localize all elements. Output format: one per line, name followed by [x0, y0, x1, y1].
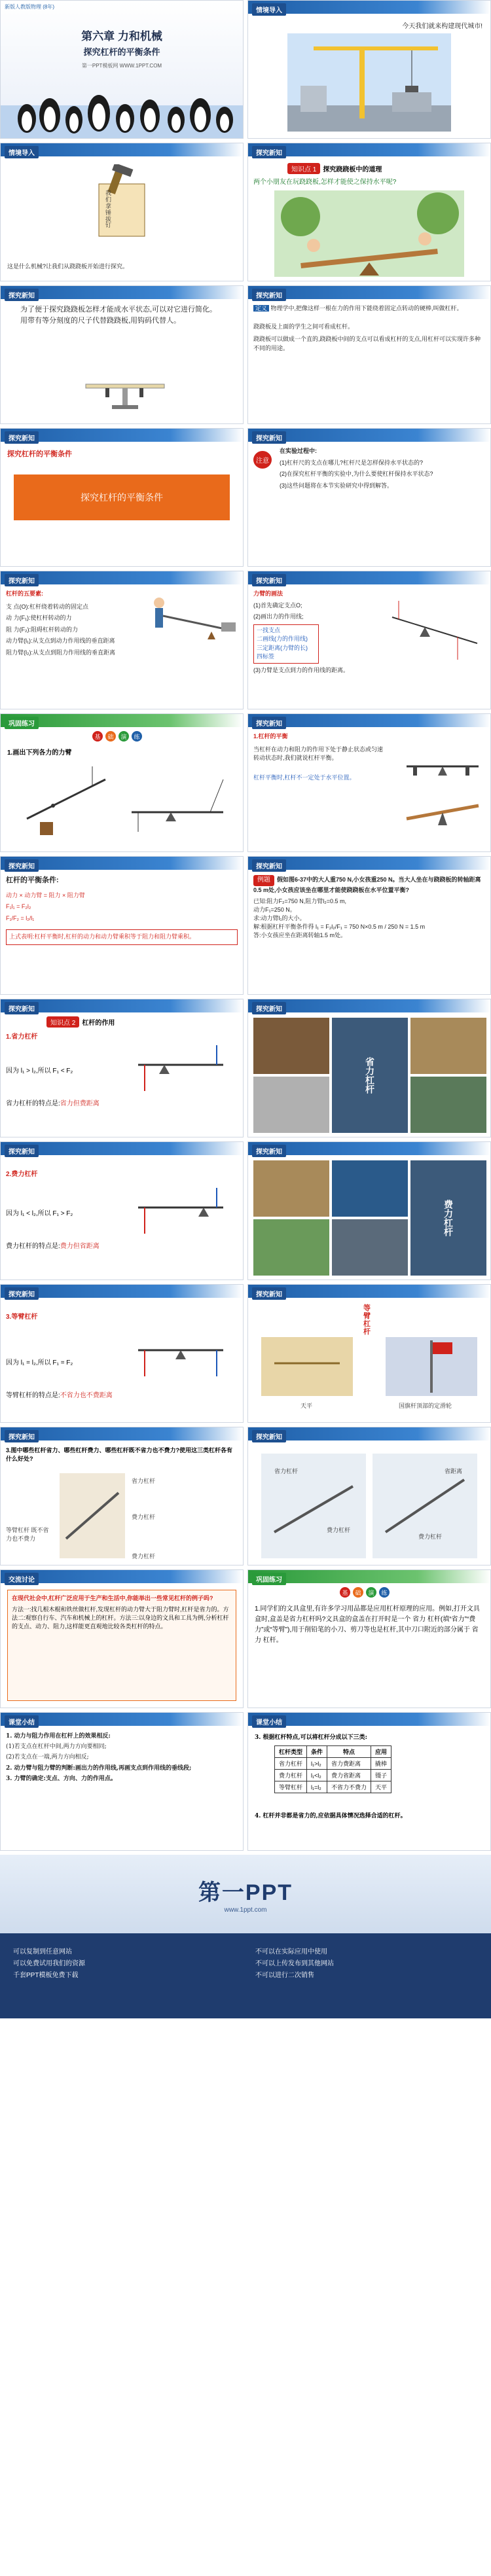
ad-right-3: 不可以进行二次销售 — [255, 1972, 314, 1979]
slide-13[interactable] — [0, 856, 244, 995]
example-text: 假如图6-37中的大人重750 N,小女孩重250 N。当大人坐在与跷跷板的转轴距离0.5 m处,小女孩应该坐在哪里才能使跷跷板在水平位置平衡? — [253, 876, 481, 893]
slide-5[interactable] — [0, 285, 244, 424]
note-badge: 注意 — [253, 451, 272, 469]
knowledge-point — [46, 1016, 115, 1028]
trait-label: 费力杠杆的特点是: — [6, 1243, 60, 1250]
given-2: 动力F₁=250 N。 — [253, 906, 296, 913]
slide-17[interactable] — [0, 1141, 244, 1280]
kp-badge: 知识点 2 — [46, 1016, 79, 1028]
slide-26[interactable] — [247, 1712, 491, 1851]
th-trait: 特点 — [327, 1746, 371, 1758]
example — [253, 875, 485, 895]
table-row — [275, 1781, 391, 1793]
discussion-head: 在现代社会中,杠杆广泛应用于生产和生活中,你能举出一些常见杠杆的例子吗? — [12, 1595, 213, 1601]
step-b: 二画线(力的作用线) — [257, 635, 308, 642]
hammer-nail-illustration — [73, 164, 171, 243]
slide-10[interactable] — [247, 571, 491, 709]
step-3: (3)力臂是支点到力的作用线的距离。 — [253, 666, 350, 673]
condition-title: 杠杆的平衡条件: — [6, 876, 59, 884]
slide-12[interactable] — [247, 713, 491, 852]
ad-banner[interactable] — [0, 1855, 491, 2018]
step-2: (2)画出力的作用线; — [253, 613, 304, 620]
slide-14[interactable] — [247, 856, 491, 995]
slide-11[interactable] — [0, 713, 244, 852]
slide-subtitle: 探究杠杆的平衡条件 — [7, 450, 72, 458]
slide-3[interactable] — [0, 143, 244, 281]
steps-box — [253, 624, 319, 664]
row-13 — [0, 1712, 491, 1851]
row-1 — [0, 0, 491, 139]
slide-9[interactable] — [0, 571, 244, 709]
section-tag: 探究新知 — [252, 289, 286, 301]
section-tag: 探究新知 — [252, 1145, 286, 1157]
summary-item-2: (1)若支点在杠杆中间,两力方向要相同; — [6, 1744, 107, 1751]
lever-types-table — [274, 1745, 391, 1793]
slide-question: 两个小朋友在玩跷跷板,怎样才能使之保持水平呢? — [253, 179, 397, 186]
badge-2: 础 — [105, 731, 116, 742]
badge-1: 基 — [340, 1587, 350, 1598]
note-item-2: (2)在探究杠杆平衡的实验中,为什么要使杠杆保持水平状态? — [280, 471, 433, 477]
answer-text: 答:小女孩应坐在距离转轴1.5 m处。 — [253, 931, 347, 939]
label-3: 费力杠杆 — [132, 1514, 156, 1520]
formula-1: 动力 × 动力臂 = 阻力 × 阻力臂 — [6, 891, 85, 899]
exercise-question: 1.同学们的文具盒里,有许多学习用品都是应用杠杆原理的应用。例如,打开文具盒时,盒盖是省力杠杆吗?文具盒的盒盖在打开时是一个 省力 杠杆(填“省力”“费力”或“等臂”),用于削铅笔的小刀、剪刀等也是杠杆,其中刀口附近的部分属于 省力 杠杆。 — [255, 1605, 480, 1644]
tools-illustration — [60, 1473, 125, 1558]
section-tag: 课堂小结 — [5, 1715, 39, 1728]
slide-caption: 今天我们就来构建现代城市! — [402, 23, 482, 30]
slide-16[interactable] — [247, 999, 491, 1137]
lever-type-title: 3.等臂杠杆 — [6, 1314, 38, 1321]
th-type: 杠杆类型 — [275, 1746, 307, 1758]
ad-brand: 第一PPT — [198, 1880, 293, 1905]
slide-18[interactable] — [247, 1141, 491, 1280]
badge-2: 础 — [353, 1587, 363, 1598]
th-condition: 条件 — [307, 1746, 327, 1758]
row-2 — [0, 143, 491, 281]
caption-flagpole: 国旗杆顶部的定滑轮 — [399, 1403, 452, 1409]
slide-7[interactable] — [0, 428, 244, 567]
lever-condition: 因为 l₁ > l₂,所以 F₁ < F₂ — [6, 1067, 73, 1075]
seesaw-illustration — [274, 190, 464, 277]
photo-tool — [410, 1018, 486, 1074]
slide-body — [253, 304, 485, 420]
step-c: 三定距离(力臂的长) — [257, 644, 308, 651]
section-tag: 探究新知 — [5, 431, 39, 444]
ad-right-text — [255, 1946, 334, 1982]
th-usage: 应用 — [371, 1746, 391, 1758]
formula-2: F₁l₁ = F₂l₂ — [6, 903, 31, 910]
label-2: 费力杠杆 — [327, 1527, 351, 1533]
ad-site: www.1ppt.com — [224, 1906, 267, 1914]
note-item-1: (1)杠杆尺的支点在哪儿?杠杆尺是怎样保持水平状态的? — [280, 459, 424, 466]
row-12 — [0, 1569, 491, 1708]
slide-8[interactable] — [247, 428, 491, 567]
section-tag: 巩固练习 — [5, 717, 39, 729]
vertical-label: 等臂杠杆 — [363, 1304, 371, 1336]
ask-text: 求:动力臂l₁的大小。 — [253, 914, 306, 921]
trait-label: 等臂杠杆的特点是: — [6, 1392, 60, 1399]
slide-21[interactable] — [0, 1427, 244, 1565]
force-costing-lever-diagram — [132, 1181, 230, 1240]
cover-title: 探究杠杆的平衡条件 — [83, 47, 160, 57]
slide-body — [280, 447, 485, 562]
cell: 费力杠杆 — [275, 1770, 307, 1781]
section-tag: 探究新知 — [5, 1002, 39, 1014]
photo-vertical-label — [410, 1160, 486, 1276]
slide-24[interactable] — [247, 1569, 491, 1708]
kp-title: 杠杆的作用 — [82, 1020, 115, 1027]
ad-left-2: 可以免费试用我们的资源 — [13, 1960, 85, 1967]
flagpole-photo — [386, 1337, 477, 1396]
photo-sports — [253, 1219, 329, 1276]
lever-ruler-illustration — [79, 358, 171, 410]
photo-grid — [253, 1018, 486, 1133]
section-tag: 探究新知 — [5, 859, 39, 872]
penguins-illustration — [1, 79, 243, 138]
badge-3: 演 — [366, 1587, 376, 1598]
slide-15[interactable] — [0, 999, 244, 1137]
definition-text: 物理学中,把像这样一根在力的作用下能绕着固定点转动的硬棒,叫做杠杆。 — [270, 305, 463, 312]
cell: l₁>l₂ — [307, 1758, 327, 1770]
exercise-question: 3.图中哪些杠杆省力、哪些杠杆费力、哪些杠杆既不省力也不费力?使用这三类杠杆各有什么好处? — [6, 1447, 233, 1462]
slide-19[interactable] — [0, 1284, 244, 1423]
crane-photo — [287, 33, 451, 132]
element-item-1: 支 点(O):杠杆绕着转动的固定点 — [6, 603, 88, 610]
cell: 等臂杠杆 — [275, 1781, 307, 1793]
summary-item-4: 2. 动力臂与阻力臂的判断:画出力的作用线,再画支点到作用线的垂线段; — [6, 1764, 192, 1772]
summary-item-5: 3. 力臂的确定:支点、方向、力的作用点。 — [6, 1775, 117, 1782]
photo-rowing — [332, 1160, 408, 1217]
badge-4: 练 — [132, 731, 142, 742]
arm-diagram — [386, 598, 484, 663]
element-item-3: 阻 力(F₂):阻碍杠杆转动的力 — [6, 626, 78, 633]
kp-badge: 知识点 1 — [287, 163, 320, 174]
slide-25[interactable] — [0, 1712, 244, 1851]
label-1: 省力杠杆 — [274, 1468, 299, 1475]
photo-wheelbarrow — [410, 1077, 486, 1133]
photo-fishing — [332, 1219, 408, 1276]
trait-value: 不省力也不费距离 — [60, 1392, 113, 1399]
balanced-lever-diagrams — [400, 740, 485, 838]
note-2: 跷跷板可以做成一个直的,跷跷板中间的支点可以看成杠杆的支点,用杠杆可以实现许多种不同的用途。 — [253, 336, 481, 351]
row-4 — [0, 428, 491, 567]
summary-item-1: 1. 动力与阻力作用在杠杆上的效果相反: — [6, 1733, 111, 1740]
section-tag: 情境导入 — [5, 146, 39, 158]
cell: 省力杠杆 — [275, 1758, 307, 1770]
practice-badges — [340, 1587, 390, 1598]
worker-lever-illustration — [146, 591, 238, 643]
label-3: 费力杠杆 — [418, 1533, 443, 1540]
section-tag: 交流讨论 — [5, 1573, 39, 1585]
lever-condition: 因为 l₁ < l₂,所以 F₁ > F₂ — [6, 1210, 73, 1217]
section-tag: 课堂小结 — [252, 1715, 286, 1728]
cell: 不省力不费力 — [327, 1781, 371, 1793]
row-3 — [0, 285, 491, 424]
lever-type-title: 1.省力杠杆 — [6, 1033, 38, 1041]
text-2: 用带有等分刻度的尺子代替跷跷板,用钩码代替人。 — [20, 316, 181, 325]
knowledge-point — [287, 163, 382, 174]
photo-crowbar — [253, 1018, 329, 1074]
example-badge: 例题 — [253, 875, 274, 886]
slide-body — [6, 875, 238, 990]
slide-question: 这是什么机械?让我们从跷跷板开始进行探究。 — [7, 263, 129, 270]
summary-title: 3. 根据杠杆特点,可以将杠杆分成以下三类: — [255, 1734, 367, 1741]
label-4: 费力杠杆 — [132, 1553, 156, 1560]
row-7 — [0, 856, 491, 995]
photo-vertical-label — [332, 1018, 408, 1133]
step-a: 一找支点 — [257, 626, 281, 634]
section-tag: 情境导入 — [252, 3, 286, 16]
cover-site: 第一PPT模板网 WWW.1PPT.COM — [81, 63, 162, 69]
note-1: 跷跷板及上面的学生之间可看成杠杆。 — [253, 323, 354, 330]
slide-body — [6, 1731, 238, 1846]
slide-cover[interactable] — [0, 0, 244, 139]
definition-label: 定义 — [253, 305, 269, 312]
element-item-5: 阻力臂(l₂):从支点到阻力作用线的垂直距离 — [6, 649, 115, 656]
ad-left-3: 千套PPT模板免费下载 — [13, 1972, 79, 1979]
element-item-4: 动力臂(l₁):从支点到动力作用线的垂直距离 — [6, 637, 115, 644]
cell: 省力费距离 — [327, 1758, 371, 1770]
section-tag: 探究新知 — [252, 574, 286, 586]
section-tag: 探究新知 — [5, 574, 39, 586]
badge-3: 演 — [118, 731, 129, 742]
balance-note: 杠杆平衡时,杠杆不一定处于水平位置。 — [253, 774, 355, 781]
definition — [253, 304, 485, 313]
cell: 费力省距离 — [327, 1770, 371, 1781]
label-5: 等臂杠杆 既不省力也不费力 — [6, 1527, 49, 1542]
trait-value: 费力但省距离 — [60, 1243, 100, 1250]
section-banner: 探究杠杆的平衡条件 — [14, 474, 230, 520]
cell: 镊子 — [371, 1770, 391, 1781]
slide-6[interactable] — [247, 285, 491, 424]
photo-grid — [253, 1160, 486, 1276]
section-tag: 探究新知 — [5, 1145, 39, 1157]
ad-left-text — [13, 1946, 85, 1982]
kp-title: 探究跷跷板中的道理 — [323, 166, 382, 173]
force-saving-lever-diagram — [132, 1039, 230, 1098]
balance-subtitle: 1.杠杆的平衡 — [253, 733, 288, 740]
section-tag: 探究新知 — [252, 146, 286, 158]
step-d: 四标签 — [257, 653, 275, 660]
section-tag: 探究新知 — [5, 1287, 39, 1300]
trait-value: 省力但费距离 — [60, 1100, 100, 1107]
section-tag: 巩固练习 — [252, 1573, 286, 1585]
formula-explain: 上式表明:杠杆平衡时,杠杆的动力和动力臂乘积等于阻力和阻力臂乘积。 — [6, 929, 238, 945]
cell: 撬棒 — [371, 1758, 391, 1770]
cover-chapter: 第六章 力和机械 — [81, 30, 162, 43]
ad-left-1: 可以复制到任意网站 — [13, 1948, 72, 1956]
note-item-3: (3)这些问题将在本节实验研究中得到解答。 — [280, 482, 393, 489]
table-header-row — [275, 1746, 391, 1758]
lever-trait — [6, 1240, 100, 1250]
table-row — [275, 1770, 391, 1781]
exercise-title: 1.画出下列各力的力臂 — [7, 749, 72, 757]
lever-condition: 因为 l₁ = l₂,所以 F₁ = F₂ — [6, 1359, 73, 1367]
arm-drawing-title: 力臂的画法 — [253, 590, 283, 597]
row-5 — [0, 571, 491, 709]
solve-text: 解:根据杠杆平衡条件得 l₁ = F₂l₂/F₁ = 750 N×0.5 m / 250 N = 1.5 m — [253, 923, 426, 930]
row-9 — [0, 1141, 491, 1280]
step-1: (1)首先确定支点O; — [253, 601, 302, 609]
section-tag: 探究新知 — [252, 1002, 286, 1014]
slide-20[interactable] — [247, 1284, 491, 1423]
cover-top-label: 新版人教版物理 (8年) — [5, 4, 54, 10]
cell: l₁=l₂ — [307, 1781, 327, 1793]
discussion-box — [7, 1590, 236, 1701]
note-head: 在实验过程中: — [280, 448, 317, 454]
section-tag: 探究新知 — [252, 859, 286, 872]
scale-photo — [261, 1337, 353, 1396]
element-item-2: 动 力(F₁):使杠杆转动的力 — [6, 615, 72, 621]
given-1: 已知:阻力F₂=750 N,阻力臂l₂=0.5 m, — [253, 897, 347, 904]
lever-type-title: 2.费力杠杆 — [6, 1171, 38, 1178]
label-1: 省力杠杆 — [132, 1478, 156, 1484]
section-tag: 探究新知 — [5, 289, 39, 301]
vertical-label: 费力杠杆 — [443, 1200, 454, 1236]
equal-arm-lever-diagram — [132, 1324, 230, 1383]
balance-text: 当杠杆在动力和阻力的作用下处于静止状态或匀速转动状态时,我们就说杠杆平衡。 — [253, 745, 384, 761]
badge-4: 练 — [379, 1587, 390, 1598]
slide-4[interactable] — [247, 143, 491, 281]
label-4: 省距离 — [445, 1468, 463, 1475]
ad-logo-area — [0, 1855, 491, 1933]
section-tag: 探究新知 — [252, 431, 286, 444]
force-arm-exercise-diagrams — [14, 760, 230, 845]
sign-text: 我们拿锤拔钉 — [105, 190, 112, 229]
cell: 天平 — [371, 1781, 391, 1793]
cell: l₁<l₂ — [307, 1770, 327, 1781]
trait-label: 省力杠杆的特点是: — [6, 1100, 60, 1107]
row-8 — [0, 999, 491, 1137]
section-tag: 探究新知 — [252, 1287, 286, 1300]
practice-badges — [92, 731, 142, 742]
caption-scale: 天平 — [300, 1403, 313, 1409]
ad-right-2: 不可以上传发布到其他网站 — [255, 1960, 334, 1967]
slide-23[interactable] — [0, 1569, 244, 1708]
slide-2[interactable] — [247, 0, 491, 139]
badge-1: 基 — [92, 731, 103, 742]
summary-item-3: (2)若支点在一端,两力方向相反; — [6, 1754, 89, 1761]
photo-chopsticks — [253, 1160, 329, 1217]
lever-trait — [6, 1098, 100, 1107]
slide-body — [253, 875, 485, 990]
section-tag: 探究新知 — [5, 1430, 39, 1442]
photo-pliers — [253, 1077, 329, 1133]
slide-22[interactable] — [247, 1427, 491, 1565]
discussion-body: 方法一:找几根木棍和铁丝做杠杆,发现杠杆的动力臂大于阻力臂时,杠杆是省力的。方法二:观察自行车、汽车和机械上的杠杆。方法三:以身边的文具和工具为例,分析杠杆的支点、动力、阻力,这样能更直观地比较各类杠杆的特点。 — [12, 1606, 229, 1630]
section-tag: 探究新知 — [252, 1430, 286, 1442]
formula-3: F₁/F₂ = l₂/l₁ — [6, 914, 35, 921]
row-10 — [0, 1284, 491, 1423]
summary-note: 4. 杠杆并非都是省力的,应依据具体情况选择合适的杠杆。 — [255, 1813, 407, 1819]
ad-right-1: 不可以在实际应用中使用 — [255, 1948, 327, 1956]
lever-trait — [6, 1389, 113, 1399]
vertical-label: 省力杠杆 — [365, 1057, 375, 1094]
row-6 — [0, 713, 491, 852]
table-row — [275, 1758, 391, 1770]
five-elements-title: 杠杆的五要素: — [6, 590, 43, 597]
section-tag: 探究新知 — [252, 717, 286, 729]
row-11 — [0, 1427, 491, 1565]
text-1: 为了便于探究跷跷板怎样才能成水平状态,可以对它进行简化。 — [20, 306, 217, 313]
